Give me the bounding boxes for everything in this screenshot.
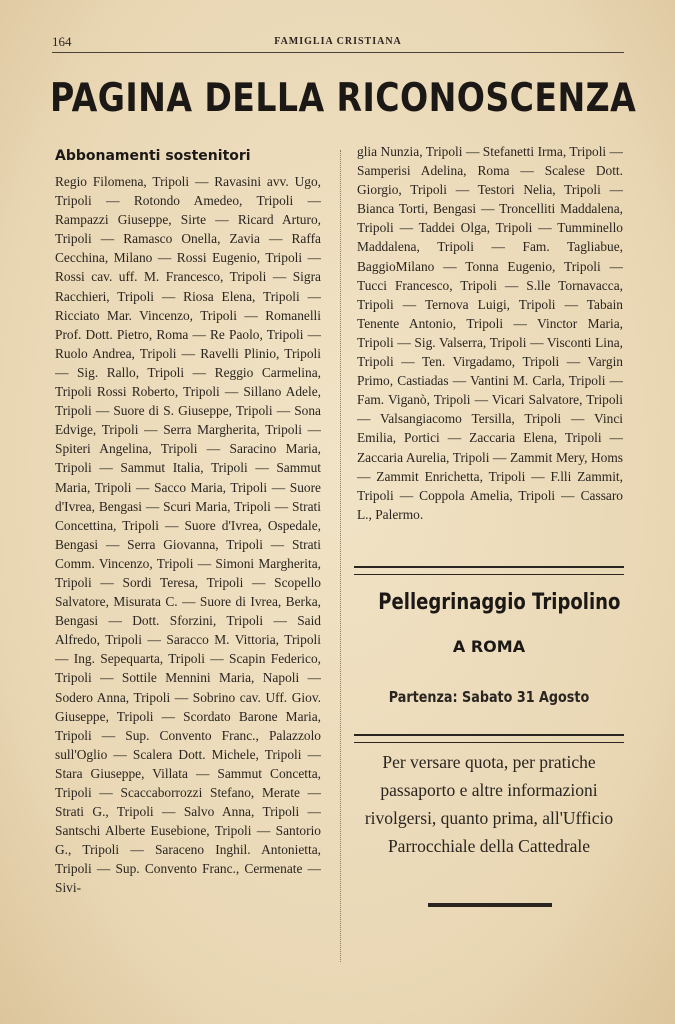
notice-middle-rule: [354, 734, 624, 743]
page-header: [52, 30, 624, 53]
notice-bottom-rule: [428, 903, 552, 907]
notice-top-rule: [354, 566, 624, 575]
page-number: 164: [52, 34, 72, 49]
running-title: FAMIGLIA CRISTIANA: [274, 36, 402, 47]
page-title: PAGINA DELLA RICONOSCENZA: [50, 76, 637, 121]
notice-title: Pellegrinaggio Tripolino: [378, 590, 621, 615]
section-heading: Abbonamenti sostenitori: [55, 148, 251, 164]
donor-list-left-column: Regio Filomena, Tripoli — Ravasini avv. Ugo, Tripoli — Rotondo Amedeo, Tripoli — Rampazzi Giuseppe, Sirte — Ricard Arturo, Tripoli — Ramasco Onella, Zavia — Raffa Cecchina, Milano — Rossi Eugenio, Tripoli — Rossi cav. uff. M. Francesco, Tripoli — Sigra Racchieri, Tripoli — Riosa Elena, Tripoli — Ricciato Mar. Vincenzo, Tripoli — Romanelli Prof. Dott. Pietro, Roma — Re Paolo, Tripoli — Ruolo Andrea, Tripoli — Ravelli Plinio, Tripoli — Sig. Rallo, Tripoli — Reggio Carmelina, Tripoli Rossi Roberto, Tripoli — Sillano Adele, Tripoli — Suore di S. Giuseppe, Tripoli — Sona Edvige, Tripoli — Serra Margherita, Tripoli — Spiteri Angelina, Tripoli — Saracino Maria, Tripoli — Sammut Italia, Tripoli — Sammut Maria, Tripoli — Sacco Maria, Tripoli — Suore d'Ivrea, Bengasi — Scuri Maria, Tripoli — Strati Concettina, Tripoli — Suore d'Ivrea, Ospedale, Bengasi — Serra Giovanna, Tripoli — Strati Comm. Vincenzo, Tripoli — Simoni Margherita, Tripoli — Sordi Teresa, Tripoli — Scopello Salvatore, Misurata C. — Suore di Ivrea, Berka, Bengasi — Dott. Sforzini, Tripoli — Said Alfredo, Tripoli — Saracco M. Vittoria, Tripoli — Ing. Sepequarta, Tripoli — Scapin Federico, Tripoli — Sottile Mennini Maria, Napoli — Sodero Anna, Tripoli — Sobrino cav. Uff. Giov. Giuseppe, Tripoli — Scordato Barone Maria, Tripoli — Sup. Convento Franc., Palazzolo sull'Oglio — Scalera Dott. Michele, Tripoli — Stara Giuseppe, Villata — Sammut Concetta, Tripoli — Scaccaborrozzi Stefano, Merate — Strati G., Tripoli — Salvo Anna, Tripoli — Santschi Alberte Eusebione, Tripoli — Santorio G., Tripoli — Saraceno Inghil. Antonietta, Tripoli — Sup. Convento Franc., Cermenate — Sivi-: [55, 174, 321, 896]
notice-body: Per versare quota, per pratiche passaporto e altre informazioni rivolgersi, quanto prima, all'Ufficio Parrocchiale della Cattedrale: [364, 752, 614, 856]
notice-subtitle: A ROMA: [452, 637, 526, 656]
donor-list-right-column: glia Nunzia, Tripoli — Stefanetti Irma, Tripoli — Samperisi Adelina, Roma — Scalese Dott. Giorgio, Tripoli — Testori Nelia, Tripoli — Bianca Torti, Bengasi — Troncelliti Maddalena, Tripoli — Taddei Olga, Tripoli — Tumminello Maddalena, Tripoli — Fam. Tagliabue, BaggioMilano — Tonna Eugenio, Tripoli — Tucci Francesco, Tripoli — S.lle Tornavacca, Tripoli — Ternova Luigi, Tripoli — Tabain Tenente Antonio, Tripoli — Vinctor Maria, Tripoli — Sig. Valserra, Tripoli — Visconti Lina, Tripoli — Ten. Virgadamo, Tripoli — Vargin Primo, Castiadas — Vantini M. Carla, Tripoli — Fam. Viganò, Tripoli — Vicari Salvatore, Tripoli — Valsangiacomo Tersilla, Tripoli — Vinci Emilia, Portici — Zaccaria Elena, Tripoli — Zaccaria Aurelia, Tripoli — Zammit Mery, Homs — Zammit Enrichetta, Tripoli — F.lli Zammit, Tripoli — Coppola Amelia, Tripoli — Cassaro L., Palermo.: [357, 144, 623, 522]
column-divider: [340, 150, 341, 962]
notice-departure: Partenza: Sabato 31 Agosto: [388, 688, 590, 706]
